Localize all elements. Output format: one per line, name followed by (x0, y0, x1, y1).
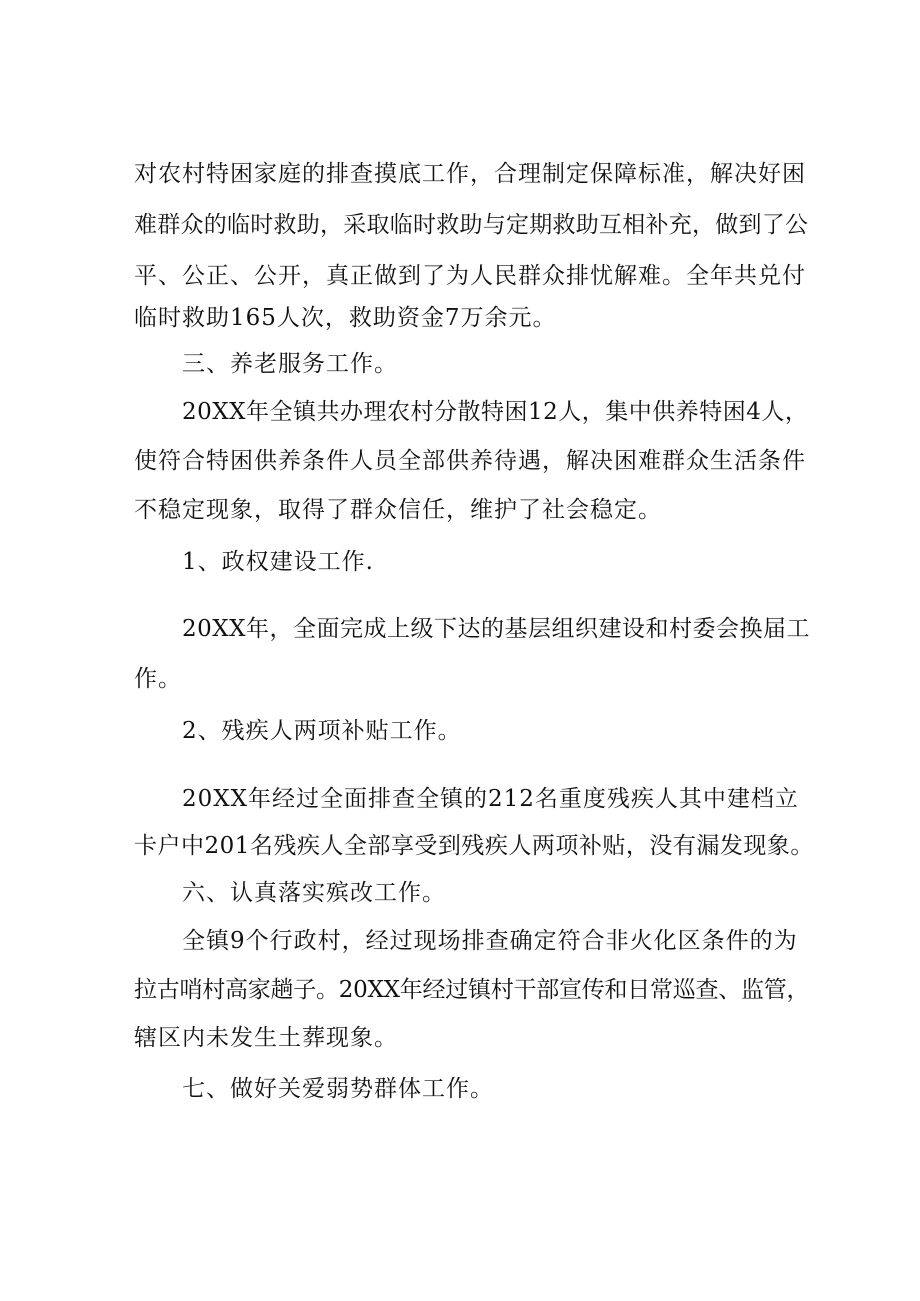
text-line: 20XX年经过全面排查全镇的212名重度残疾人其中建档立 (182, 786, 799, 812)
text-line: 全镇9个行政村，经过现场排查确定符合非火化区条件的为 (182, 928, 798, 954)
text-line: 拉古哨村高家趟子。20XX年经过镇村干部宣传和日常巡查、监管， (134, 977, 810, 1003)
section-heading: 七、做好关爱弱势群体工作。 (182, 1076, 494, 1102)
text-line: 平、公正、公开，真正做到了为人民群众排忧解难。全年共兑付 (134, 263, 806, 289)
section-heading: 三、养老服务工作。 (182, 351, 398, 377)
text-line: 对农村特困家庭的排查摸底工作，合理制定保障标准，解决好困 (134, 161, 806, 187)
text-line: 使符合特困供养条件人员全部供养待遇，解决困难群众生活条件 (134, 448, 806, 474)
text-line: 卡户中201名残疾人全部享受到残疾人两项补贴，没有漏发现象。 (134, 833, 814, 859)
text-line: 20XX年，全面完成上级下达的基层组织建设和村委会换届工 (182, 616, 811, 642)
section-heading: 六、认真落实殡改工作。 (182, 880, 446, 906)
subsection-heading: 1、政权建设工作. (182, 549, 374, 575)
subsection-heading: 2、残疾人两项补贴工作。 (182, 718, 462, 744)
text-line: 20XX年全镇共办理农村分散特困12人，集中供养特困4人， (182, 399, 809, 425)
text-line: 不稳定现象，取得了群众信任，维护了社会稳定。 (134, 497, 662, 523)
text-line: 作。 (134, 666, 182, 692)
text-line: 辖区内未发生土葬现象。 (134, 1025, 398, 1051)
text-line: 难群众的临时救助，采取临时救助与定期救助互相补充，做到了公 (134, 212, 809, 238)
text-line: 临时救助165人次，救助资金7万余元。 (134, 305, 557, 331)
